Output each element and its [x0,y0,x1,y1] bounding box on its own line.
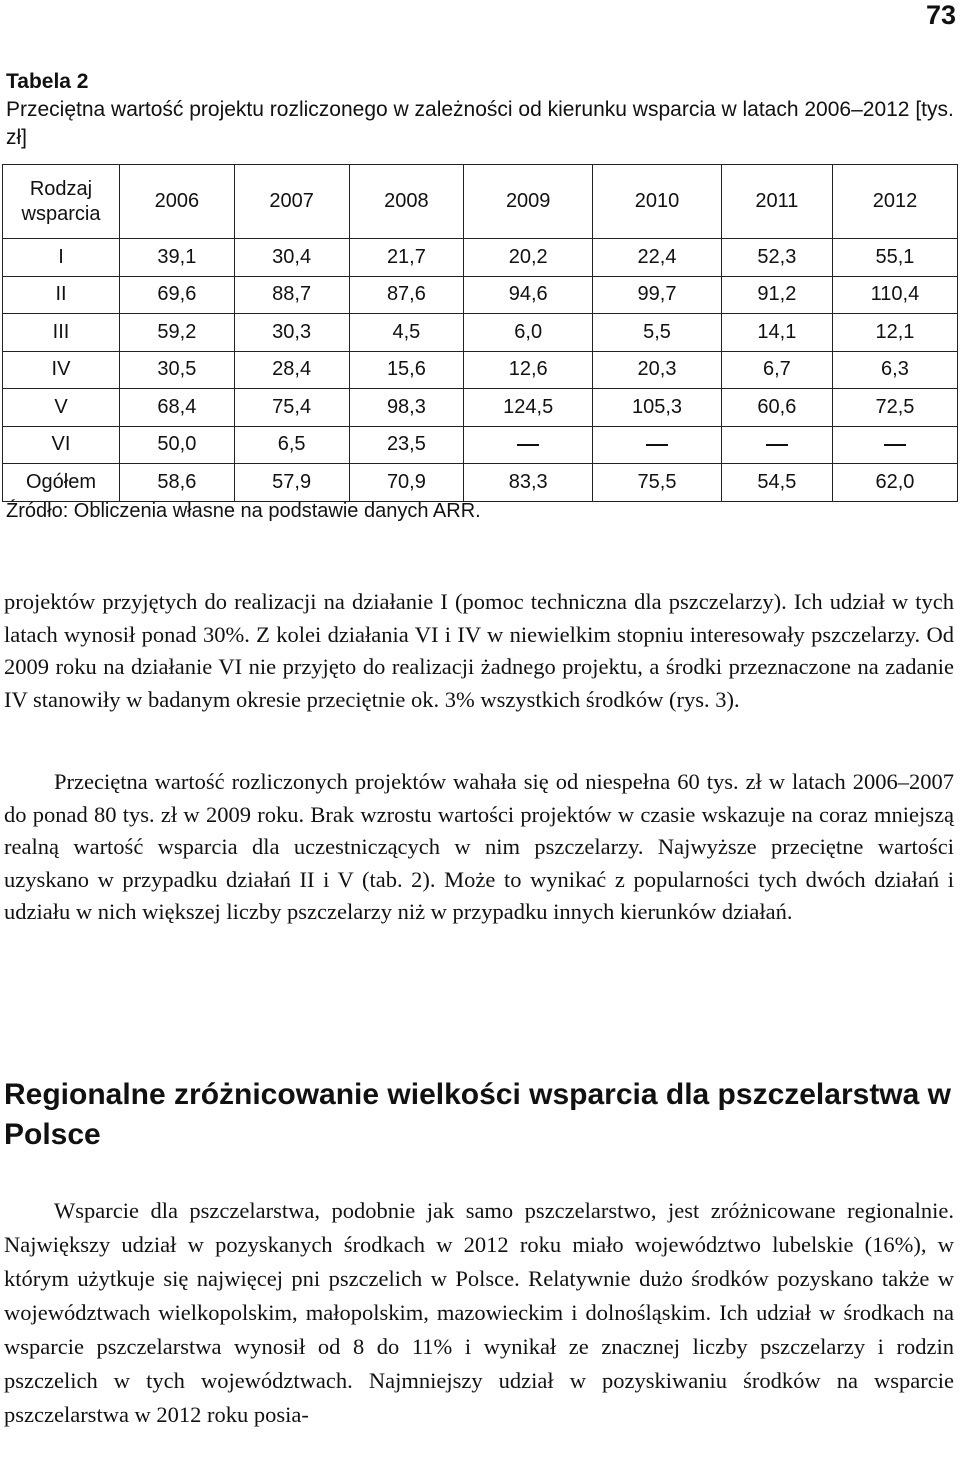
table-cell: 12,6 [464,351,593,389]
table-row [3,351,958,389]
table-body [3,239,958,502]
page-number: 73 [925,0,956,30]
table-cell [593,426,722,464]
table-cell: 75,5 [593,464,722,502]
table-cell: 75,4 [234,389,349,427]
row-type-cell: VI [3,426,120,464]
table-cell [721,426,832,464]
dash-mark [517,444,539,446]
table-cell: 22,4 [593,239,722,277]
table-cell: 83,3 [464,464,593,502]
table-cell: 14,1 [721,314,832,352]
table-row [3,314,958,352]
table-cell: 87,6 [349,276,464,314]
header-year: 2007 [234,165,349,239]
header-year: 2006 [120,165,235,239]
table-cell: 39,1 [120,239,235,277]
table-cell: 58,6 [120,464,235,502]
row-type-cell: IV [3,351,120,389]
table-cell: 6,5 [234,426,349,464]
table-cell: 21,7 [349,239,464,277]
table-cell: 4,5 [349,314,464,352]
table-cell: 52,3 [721,239,832,277]
header-type [3,165,120,239]
dash-mark [884,444,906,446]
table-cell: 54,5 [721,464,832,502]
table-cell: 62,0 [832,464,957,502]
table-cell: 57,9 [234,464,349,502]
table-label: Tabela 2 [6,70,89,93]
table-cell [832,426,957,464]
table-source: Źródło: Obliczenia własne na podstawie danych ARR. [6,500,481,522]
table-cell: 98,3 [349,389,464,427]
dash-mark [766,444,788,446]
table-cell: 105,3 [593,389,722,427]
dash-mark [646,444,668,446]
table-row [3,426,958,464]
table-cell: 69,6 [120,276,235,314]
table-cell: 6,3 [832,351,957,389]
row-type-cell: I [3,239,120,277]
paragraph: Przeciętna wartość rozliczonych projektów wahała się od niespełna 60 tys. zł w latach 2006–2007 do ponad 80 tys. zł w 2009 roku. Brak wzrostu wartości projektów w czasie wskazuje na coraz mniejszą realną wartość wsparcia dla uczestniczących w nim pszczelarzy. Najwyższe przeciętne wartości uzyskano w przypadku działań II i V (tab. 2). Może to wynikać z popularności tych dwóch działań i udziału w nich większej liczby pszczelarzy niż w przypadku innych kierunków działań. [4,769,954,924]
section-heading: Regionalne zróżnicowanie wielkości wsparcia dla pszczelarstwa w Polsce [4,1078,951,1151]
table-cell: 30,5 [120,351,235,389]
table-title: Przeciętna wartość projektu rozliczonego w zależności od kierunku wsparcia w latach 2006–2012 [tys. zł] [6,98,954,149]
table-cell: 68,4 [120,389,235,427]
table-cell: 91,2 [721,276,832,314]
table-cell: 12,1 [832,314,957,352]
table-cell: 88,7 [234,276,349,314]
header-year: 2009 [464,165,593,239]
table-cell: 70,9 [349,464,464,502]
table-cell: 124,5 [464,389,593,427]
table-cell: 55,1 [832,239,957,277]
row-type-cell: II [3,276,120,314]
table-cell: 30,4 [234,239,349,277]
table-cell: 6,0 [464,314,593,352]
paragraph: projektów przyjętych do realizacji na działanie I (pomoc techniczna dla pszczelarzy). Ich udział w tych latach wynosił ponad 30%. Z kolei działania VI i IV w niewielkim stopniu interesowały pszczelarzy. Od 2009 roku na działanie VI nie przyjęto do realizacji żadnego projektu, a środki przeznaczone na zadanie IV stanowiły w badanym okresie przeciętnie ok. 3% wszystkich środków (rys. 3). [4,589,954,712]
table-row [3,464,958,502]
table-caption [6,68,956,152]
row-type-cell: Ogółem [3,464,120,502]
table-cell: 50,0 [120,426,235,464]
header-year: 2010 [593,165,722,239]
table-row [3,276,958,314]
table-cell: 20,2 [464,239,593,277]
row-type-cell: V [3,389,120,427]
header-type-line2: wsparcia [21,202,101,225]
table-cell: 15,6 [349,351,464,389]
data-table [2,164,958,502]
paragraph: Wsparcie dla pszczelarstwa, podobnie jak samo pszczelarstwo, jest zróżnicowane regionalnie. Największy udział w pozyskanych środkach w 2012 roku miało województwo lubelskie (16%), w którym użytkuje się najwięcej pni pszczelich w Polsce. Relatywnie dużo środków pozyskano także w województwach wielkopolskim, małopolskim, mazowieckim i dolnośląskim. Ich udział w środkach na wsparcie pszczelarstwa wynosił od 8 do 11% i wynikał ze znacznej liczby pszczelarzy i rodzin pszczelich w tych województwach. Najmniejszy udział w pozyskiwaniu środków na wsparcie pszczelarstwa w 2012 roku posia- [4,1198,954,1427]
table-cell: 60,6 [721,389,832,427]
table-cell [464,426,593,464]
table-cell: 59,2 [120,314,235,352]
header-type-line1: Rodzaj [29,177,93,200]
table-cell: 110,4 [832,276,957,314]
row-type-cell: III [3,314,120,352]
header-year: 2011 [721,165,832,239]
table-row [3,239,958,277]
table-row [3,389,958,427]
header-year: 2008 [349,165,464,239]
table-header-row [3,165,958,239]
table-cell: 30,3 [234,314,349,352]
table-cell: 28,4 [234,351,349,389]
table-cell: 94,6 [464,276,593,314]
table-cell: 20,3 [593,351,722,389]
table-cell: 6,7 [721,351,832,389]
table-cell: 72,5 [832,389,957,427]
table-cell: 5,5 [593,314,722,352]
table-cell: 99,7 [593,276,722,314]
table-cell: 23,5 [349,426,464,464]
header-year: 2012 [832,165,957,239]
